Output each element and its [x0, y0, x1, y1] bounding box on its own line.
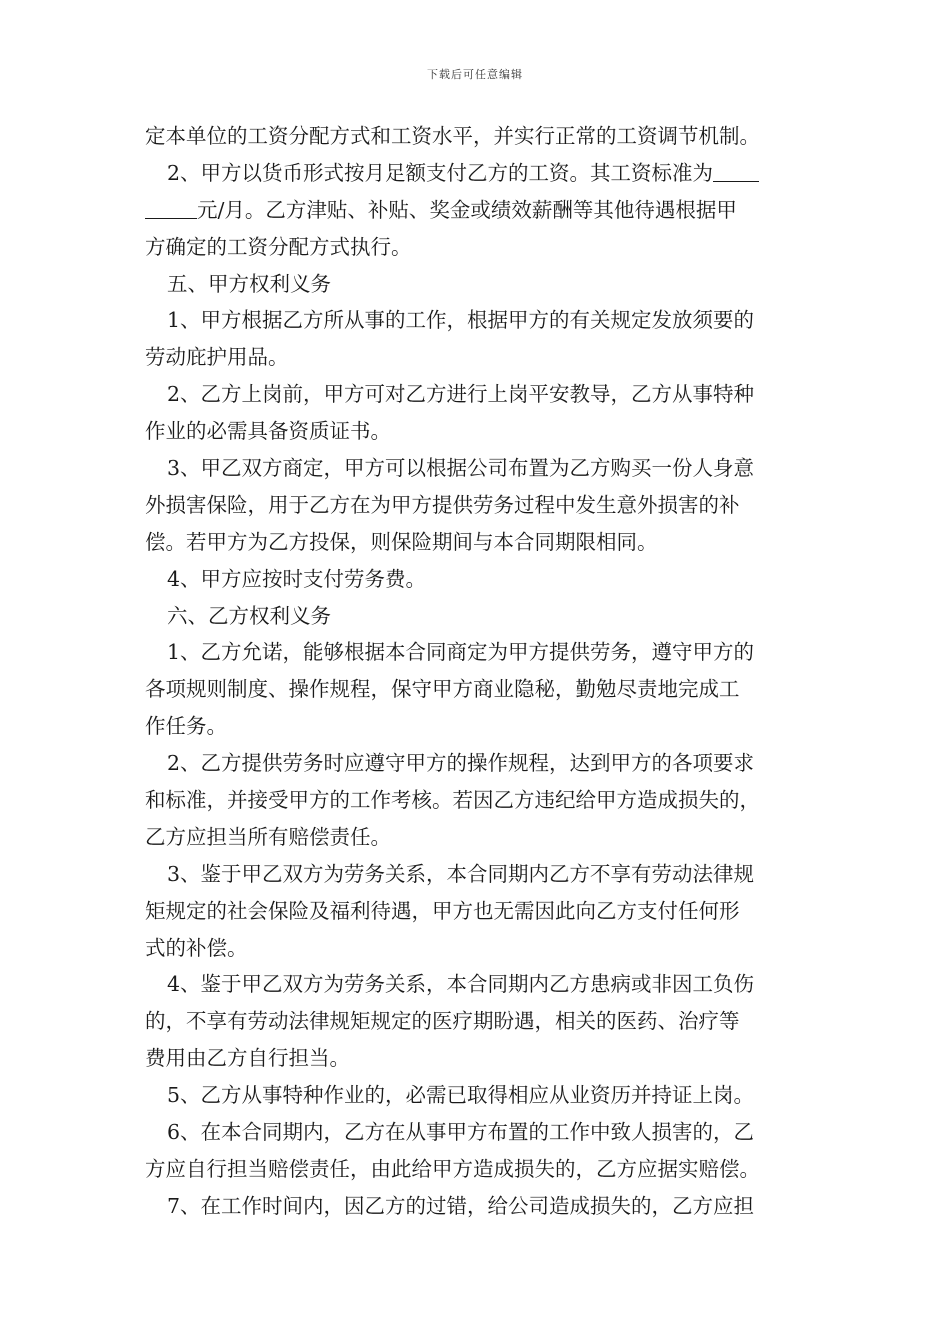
text-line: 定本单位的工资分配方式和工资水平，并实行正常的工资调节机制。: [145, 124, 760, 148]
text-line: 2、乙方提供劳务时应遵守甲方的操作规程，达到甲方的各项要求: [167, 751, 755, 776]
text-line: 偿。若甲方为乙方投保，则保险期间与本合同期限相同。: [145, 529, 658, 554]
text-line: 4、鉴于甲乙双方为劳务关系，本合同期内乙方患病或非因工负伤: [167, 972, 755, 997]
text-line: 2、甲方以货币形式按月足额支付乙方的工资。其工资标准为: [145, 155, 810, 192]
salary-blank-line-continued: [145, 196, 197, 219]
text-line: 方确定的工资分配方式执行。: [145, 234, 412, 259]
text-line: 式的补偿。: [145, 935, 248, 960]
text-line: 3、甲乙双方商定，甲方可以根据公司布置为乙方购买一份人身意: [167, 456, 755, 481]
page-header-note: 下载后可任意编辑: [427, 68, 523, 81]
text-line: 劳动庇护用品。: [145, 345, 289, 370]
text-line: 费用由乙方自行担当。: [145, 1046, 350, 1071]
contract-body: [145, 118, 810, 1225]
section-heading-6: 六、乙方权利义务: [167, 603, 331, 628]
text-line: 外损害保险，用于乙方在为甲方提供劳务过程中发生意外损害的补: [145, 492, 740, 517]
text-line: 3、鉴于甲乙双方为劳务关系，本合同期内乙方不享有劳动法律规: [167, 861, 755, 886]
text-line: 和标准，并接受甲方的工作考核。若因乙方违纪给甲方造成损失的，: [145, 788, 760, 813]
text-line: 作业的必需具备资质证书。: [145, 419, 391, 444]
text-line: 的，不享有劳动法律规矩规定的医疗期盼遇，相关的医药、治疗等: [145, 1009, 740, 1034]
text-line: 4、甲方应按时支付劳务费。: [167, 566, 427, 591]
salary-blank-line: [713, 159, 759, 182]
text-line: 元/月。乙方津贴、补贴、奖金或绩效薪酬等其他待遇根据甲: [145, 192, 810, 229]
text-line: 7、在工作时间内，因乙方的过错，给公司造成损失的，乙方应担: [167, 1193, 755, 1218]
text-line: 2、乙方上岗前，甲方可对乙方进行上岗平安教导，乙方从事特种: [167, 382, 755, 407]
text-line: 方应自行担当赔偿责任，由此给甲方造成损失的，乙方应据实赔偿。: [145, 1156, 760, 1181]
text-line: 矩规定的社会保险及福利待遇，甲方也无需因此向乙方支付任何形: [145, 898, 740, 923]
text-line: 作任务。: [145, 714, 227, 739]
text-line: 5、乙方从事特种作业的，必需已取得相应从业资历并持证上岗。: [167, 1083, 755, 1108]
text-line: 1、乙方允诺，能够根据本合同商定为甲方提供劳务，遵守甲方的: [167, 640, 755, 665]
text-line: 各项规则制度、操作规程，保守甲方商业隐秘，勤勉尽责地完成工: [145, 677, 740, 702]
text-line: 乙方应担当所有赔偿责任。: [145, 824, 391, 849]
text-line: 1、甲方根据乙方所从事的工作，根据甲方的有关规定发放须要的: [167, 308, 755, 333]
text-line: 6、在本合同期内，乙方在从事甲方布置的工作中致人损害的，乙: [167, 1120, 755, 1145]
section-heading-5: 五、甲方权利义务: [167, 271, 331, 296]
